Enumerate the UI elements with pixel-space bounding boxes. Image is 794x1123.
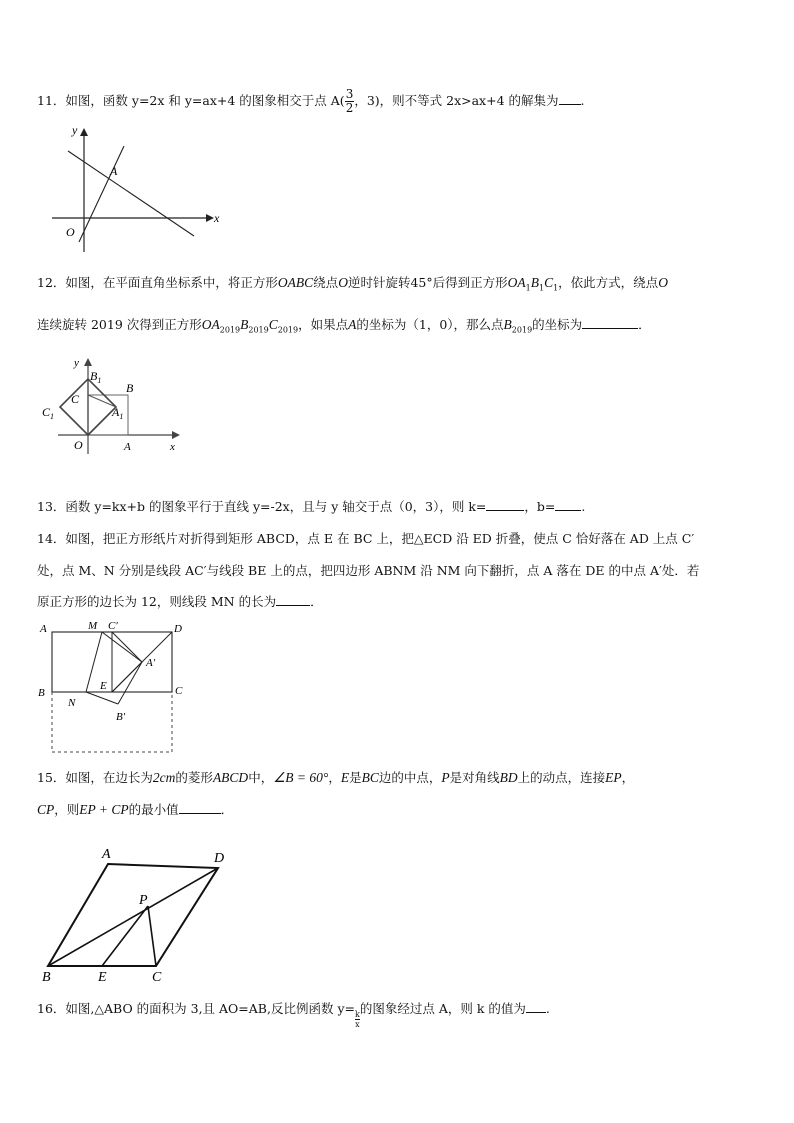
point-Aprime-label: A′ [146, 657, 156, 669]
point-P-label: P [139, 893, 148, 908]
answer-blank-k[interactable] [486, 498, 524, 511]
fraction: $\frac{k}{x}$ [354, 1010, 360, 1029]
answer-blank[interactable] [582, 316, 638, 329]
question-16-text: 16．如图,△ABO 的面积为 3,且 AO=AB,反比例函数 y= $\frac{k}{x}$的图象经过点 A，则 k 的值为 . [37, 1001, 550, 1029]
origin-label: O [66, 225, 75, 239]
q14-figure [36, 618, 196, 758]
point-B-label: B [38, 687, 45, 699]
question-text: 如图，函数 y=2x 和 y=ax+4 的图象相交于点 A( [65, 93, 345, 108]
point-C-label: C [152, 970, 162, 984]
answer-blank-b[interactable] [555, 498, 581, 511]
q11-figure [44, 118, 244, 258]
answer-blank[interactable] [179, 801, 221, 814]
point-C1-label: $C_1$ [42, 405, 55, 421]
point-N-label: N [68, 697, 76, 709]
answer-blank[interactable] [276, 593, 310, 606]
point-A1-label: $A_1$ [112, 405, 124, 421]
question-12-line-1: 12．如图，在平面直角坐标系中，将正方形OABC绕点O逆时针旋转45°后得到正方形$OA_1B_1C_1$，依此方式，绕点O [37, 275, 668, 293]
x-axis-label: x [214, 211, 220, 225]
point-B-label: B [126, 381, 134, 395]
x-axis-label: x [170, 441, 175, 453]
y-axis-label: y [72, 123, 78, 137]
fraction: $\frac{3}{2}$ [345, 87, 354, 115]
point-E-label: E [98, 970, 107, 984]
question-15-line-2: CP，则EP + CP的最小值 ． [37, 802, 234, 817]
q15-figure [38, 842, 238, 984]
point-C-label: C [175, 685, 183, 697]
point-M-label: M [88, 620, 98, 632]
point-B-label: B [42, 970, 51, 984]
answer-blank[interactable] [526, 1000, 546, 1013]
question-13-text: 13．函数 y=kx+b 的图象平行于直线 y=-2x，且与 y 轴交于点（0，3），则 k= ，b= . [37, 499, 586, 514]
point-B1-label: $B_1$ [90, 369, 102, 385]
question-number: 11． [37, 93, 66, 108]
point-A-label: A [110, 164, 118, 178]
q12-figure [40, 350, 190, 462]
point-D-label: D [214, 851, 225, 866]
point-A-label: A [40, 623, 47, 635]
point-A-label: A [124, 441, 131, 453]
question-11-text: 11．如图，函数 y=2x 和 y=ax+4 的图象相交于点 A( $\frac{3}{2}$ ，3)，则不等式 2x>ax+4 的解集为 . [37, 87, 585, 115]
point-Bprime-label: B′ [116, 711, 126, 723]
point-C-label: C [71, 392, 80, 406]
origin-label: O [74, 438, 83, 452]
question-15-line-1: 15．如图，在边长为2cm的菱形ABCD中，∠B = 60°，E是BC边的中点，P是对角线BD上的动点，连接EP， [37, 770, 635, 785]
y-axis-label: y [74, 357, 79, 369]
point-E-label: E [100, 680, 107, 692]
answer-blank[interactable] [559, 92, 581, 105]
point-D-label: D [174, 623, 182, 635]
question-14-line-2: 处，点 M、N 分别是线段 AC′与线段 BE 上的点，把四边形 ABNM 沿 NM 向下翻折，点 A 落在 DE 的中点 A′处．若 [37, 563, 700, 578]
question-14-line-3: 原正方形的边长为 12，则线段 MN 的长为 ． [37, 594, 323, 609]
question-14-line-1: 14．如图，把正方形纸片对折得到矩形 ABCD，点 E 在 BC 上，把△ECD 沿 ED 折叠，使点 C 恰好落在 AD 上点 C′ [37, 531, 695, 546]
point-Cprime-label: C′ [108, 620, 118, 632]
question-12-line-2: 连续旋转 2019 次得到正方形$OA_{2019}B_{2019}C_{2019}$，如果点A的坐标为（1，0），那么点$B_{2019}$的坐标为 ． [37, 317, 651, 335]
question-text: ，3)，则不等式 2x>ax+4 的解集为 [354, 93, 559, 108]
point-A-label: A [102, 847, 111, 862]
